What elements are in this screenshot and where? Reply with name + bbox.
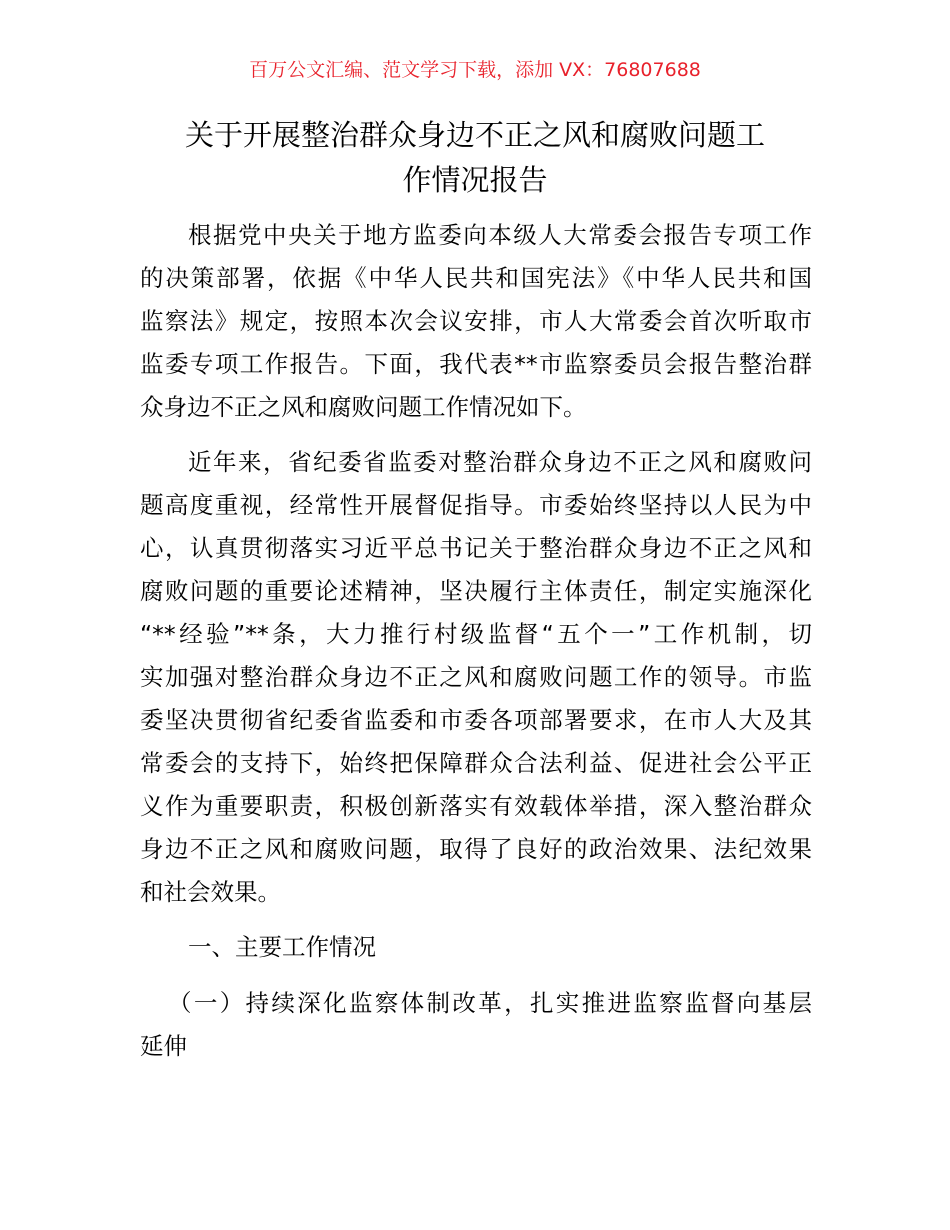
text-line: 近年来，省纪委省监委对整治群众身边不正之风和腐败问 — [188, 448, 812, 476]
watermark-banner: 百万公文汇编、范文学习下载，添加 VX：76807688 — [249, 59, 701, 81]
text-line: 心，认真贯彻落实习近平总书记关于整治群众身边不正之风和 — [140, 534, 812, 562]
title-line: 作情况报告 — [402, 163, 548, 197]
title-line: 关于开展整治群众身边不正之风和腐败问题工 — [184, 118, 765, 152]
text-line: 腐败问题的重要论述精神，坚决履行主体责任，制定实施深化 — [140, 577, 812, 605]
section-heading — [140, 926, 812, 969]
text-line: 委坚决贯彻省纪委省监委和市委各项部署要求，在市人大及其 — [140, 706, 812, 734]
text-line: 监察法》规定，按照本次会议安排，市人大常委会首次听取市 — [140, 307, 812, 335]
text-line: 实加强对整治群众身边不正之风和腐败问题工作的领导。市监 — [140, 663, 812, 691]
subsection-heading — [140, 982, 812, 1068]
text-line: 和社会效果。 — [140, 878, 281, 906]
document-title — [140, 113, 810, 203]
text-line: 监委专项工作报告。下面，我代表**市监察委员会报告整治群 — [140, 350, 812, 378]
text-line: 众身边不正之风和腐败问题工作情况如下。 — [140, 393, 587, 421]
text-line: （一）持续深化监察体制改革，扎实推进监察监督向基层 — [168, 989, 812, 1017]
paragraph-background — [140, 441, 812, 914]
paragraph-intro — [140, 214, 812, 429]
text-line: 题高度重视，经常性开展督促指导。市委始终坚持以人民为中 — [140, 491, 812, 519]
text-line: 常委会的支持下，始终把保障群众合法利益、促进社会公平正 — [140, 749, 812, 777]
text-line: 身边不正之风和腐败问题，取得了良好的政治效果、法纪效果 — [140, 835, 812, 863]
text-line: 义作为重要职责，积极创新落实有效载体举措，深入整治群众 — [140, 792, 812, 820]
text-line: “**经验”**条，大力推行村级监督“五个一”工作机制，切 — [140, 620, 812, 648]
text-line: 的决策部署，依据《中华人民共和国宪法》《中华人民共和国 — [140, 264, 812, 292]
text-line: 根据党中央关于地方监委向本级人大常委会报告专项工作 — [188, 221, 812, 249]
text-line: 延伸 — [140, 1032, 187, 1060]
text-line: 一、主要工作情况 — [188, 933, 376, 961]
